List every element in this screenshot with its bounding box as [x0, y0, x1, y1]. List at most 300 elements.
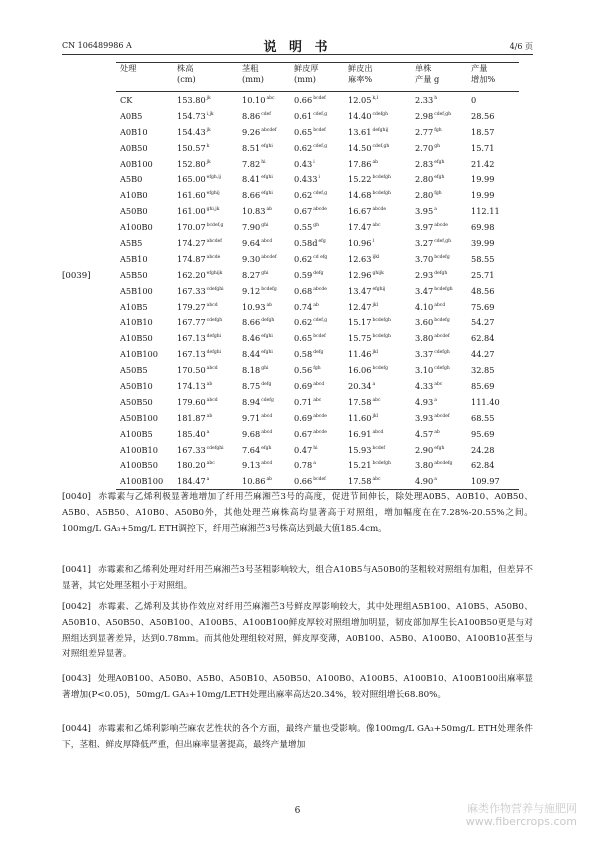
value-cell: [175, 410, 240, 426]
significance-letters: efgh: [434, 159, 445, 165]
significance-letters: ghi: [261, 366, 269, 372]
significance-letters: cdef: [261, 111, 271, 117]
value-cell: [346, 251, 413, 267]
cell-value: 75.69: [471, 301, 495, 312]
cell-value: 2.90: [415, 444, 434, 455]
significance-letters: cdef,gh: [434, 238, 452, 244]
value-cell: [469, 267, 519, 283]
value-cell: [240, 362, 292, 378]
cell-value: 8.66: [242, 317, 261, 328]
value-cell: [346, 203, 413, 219]
cell-value: 0.74: [294, 301, 313, 312]
value-cell: [469, 378, 519, 394]
value-cell: [469, 203, 519, 219]
value-cell: [469, 362, 519, 378]
value-cell: [240, 346, 292, 362]
cell-value: A5B0: [120, 174, 143, 185]
patent-number: CN 106489986 A: [62, 41, 132, 50]
value-cell: [346, 92, 413, 108]
cell-value: 0.66: [294, 476, 313, 487]
value-cell: [469, 330, 519, 346]
significance-letters: efghi: [261, 334, 273, 340]
value-cell: [175, 156, 240, 172]
table-row: [116, 92, 519, 108]
value-cell: [292, 394, 346, 410]
treatment-cell: [116, 156, 175, 172]
significance-letters: defg: [261, 381, 272, 387]
cell-value: 0.56: [294, 365, 313, 376]
table-row: [116, 410, 519, 426]
treatment-cell: [116, 314, 175, 330]
treatment-cell: [116, 235, 175, 251]
cell-value: A50B5: [120, 365, 148, 376]
value-cell: [175, 92, 240, 108]
value-cell: [346, 219, 413, 235]
value-cell: [175, 314, 240, 330]
value-cell: [413, 394, 469, 410]
significance-letters: ab: [434, 429, 440, 435]
value-cell: [240, 203, 292, 219]
value-cell: [346, 156, 413, 172]
significance-letters: bcdefgh: [372, 191, 391, 197]
significance-letters: efghi: [261, 191, 273, 197]
paragraph: [62, 672, 533, 704]
cell-value: 12.96: [348, 269, 372, 280]
significance-letters: i: [313, 159, 315, 165]
cell-value: 4.33: [415, 380, 434, 391]
cell-value: A0B100: [120, 158, 153, 169]
value-cell: [175, 394, 240, 410]
value-cell: [469, 410, 519, 426]
significance-letters: bcdef: [372, 445, 386, 451]
table-row: [116, 283, 519, 299]
cell-value: 0.65: [294, 333, 313, 344]
cell-value: 0.47: [294, 444, 313, 455]
value-cell: [346, 108, 413, 124]
treatment-cell: [116, 251, 175, 267]
significance-letters: bcdefgh: [372, 175, 391, 181]
cell-value: A50B0: [120, 206, 148, 217]
value-cell: [240, 330, 292, 346]
cell-value: 0.55: [294, 222, 313, 233]
value-cell: [240, 473, 292, 489]
value-cell: [346, 283, 413, 299]
significance-letters: abc: [372, 397, 381, 403]
cell-value: 9.12: [242, 285, 261, 296]
significance-letters: abc: [372, 477, 381, 483]
value-cell: [413, 378, 469, 394]
significance-letters: cdefgh: [434, 366, 450, 372]
significance-letters: bcdefgh: [372, 334, 391, 340]
value-cell: [240, 299, 292, 315]
cell-value: 17.58: [348, 476, 372, 487]
cell-value: 3.60: [415, 317, 434, 328]
value-cell: [469, 442, 519, 458]
significance-letters: fgh: [434, 127, 442, 133]
cell-value: 44.27: [471, 349, 495, 360]
significance-letters: efghij: [372, 286, 386, 292]
cell-value: 14.68: [348, 190, 372, 201]
treatment-cell: [116, 203, 175, 219]
value-cell: [175, 299, 240, 315]
value-cell: [469, 171, 519, 187]
treatment-cell: [116, 442, 175, 458]
document-title: 说 明 书: [263, 40, 332, 55]
value-cell: [469, 346, 519, 362]
cell-value: A0B50: [120, 142, 148, 153]
cell-value: 14.50: [348, 142, 372, 153]
significance-letters: cd efg: [313, 254, 328, 260]
cell-value: 8.75: [242, 380, 261, 391]
significance-letters: bcdef: [313, 127, 326, 133]
significance-letters: bcdefgh: [372, 461, 391, 467]
paragraph-text: 赤霉素和乙烯利处理对纤用苎麻湘苎3号茎粗影响较大，组合A10B5与A50B0的茎粗较对照组有加粗，但差异不显著，其它处理茎粗小于对照组。: [62, 565, 533, 591]
column-header: 处理: [120, 63, 137, 73]
value-cell: [413, 267, 469, 283]
value-cell: [240, 410, 292, 426]
cell-value: 165.00: [177, 174, 206, 185]
watermark-url: www.fibercrops.com: [465, 815, 577, 828]
cell-value: 3.37: [415, 349, 434, 360]
cell-value: 7.90: [242, 222, 261, 233]
cell-value: 0.59: [294, 269, 313, 280]
treatment-cell: [116, 267, 175, 283]
cell-value: 8.18: [242, 365, 261, 376]
value-cell: [240, 187, 292, 203]
significance-letters: ab: [206, 381, 213, 387]
significance-letters: abcde: [206, 254, 221, 260]
value-cell: [240, 394, 292, 410]
cell-value: 32.85: [471, 365, 495, 376]
value-cell: [292, 251, 346, 267]
value-cell: [292, 108, 346, 124]
cell-value: A0B10: [120, 126, 148, 137]
cell-value: 10.96: [348, 237, 372, 248]
cell-value: 3.80: [415, 460, 434, 471]
cell-value: 15.93: [348, 444, 372, 455]
value-cell: [346, 362, 413, 378]
significance-letters: a: [434, 397, 437, 403]
cell-value: 95.69: [471, 428, 495, 439]
significance-letters: ghi: [261, 270, 269, 276]
table-row: [116, 299, 519, 315]
value-cell: [175, 171, 240, 187]
value-cell: [469, 473, 519, 489]
significance-letters: gh: [434, 143, 441, 149]
cell-value: 8.41: [242, 174, 261, 185]
cell-value: 0.65: [294, 126, 313, 137]
significance-letters: abcd: [372, 429, 384, 435]
table-row: [116, 108, 519, 124]
significance-letters: l: [372, 238, 374, 244]
significance-letters: abcd: [313, 381, 325, 387]
table-row: [116, 124, 519, 140]
cell-value: 9.64: [242, 237, 261, 248]
paragraph-number: [0044]: [62, 724, 91, 734]
cell-value: 10.83: [242, 206, 266, 217]
significance-letters: abcdef: [434, 334, 450, 340]
value-cell: [413, 235, 469, 251]
treatment-cell: [116, 457, 175, 473]
significance-letters: ab: [313, 302, 319, 308]
significance-letters: efghi: [261, 350, 273, 356]
table-row: [116, 156, 519, 172]
table-row: [116, 171, 519, 187]
value-cell: [175, 124, 240, 140]
value-cell: [175, 442, 240, 458]
value-cell: [413, 124, 469, 140]
cell-value: A5B10: [120, 253, 148, 264]
cell-value: 0.61: [294, 110, 313, 121]
significance-letters: efgh: [261, 445, 272, 451]
value-cell: [413, 314, 469, 330]
cell-value: A50B50: [120, 396, 153, 407]
cell-value: 69.98: [471, 222, 495, 233]
value-cell: [240, 124, 292, 140]
cell-value: 170.50: [177, 365, 206, 376]
cell-value: 2.98: [415, 110, 434, 121]
significance-letters: abcd: [261, 429, 273, 435]
significance-letters: cdefgh: [206, 318, 223, 324]
significance-letters: cdef,g: [313, 111, 328, 117]
significance-letters: a: [206, 477, 210, 483]
significance-letters: ab: [266, 302, 273, 308]
cell-value: 112.11: [471, 206, 500, 217]
value-cell: [346, 442, 413, 458]
significance-letters: efgh,ij: [206, 175, 222, 181]
value-cell: [292, 140, 346, 156]
value-cell: [346, 457, 413, 473]
value-cell: [469, 235, 519, 251]
significance-letters: efghi: [261, 175, 273, 181]
cell-value: A10B100: [120, 349, 158, 360]
cell-value: 8.66: [242, 190, 261, 201]
value-cell: [292, 362, 346, 378]
value-cell: [175, 187, 240, 203]
significance-letters: bcdefg: [434, 318, 450, 324]
value-cell: [346, 330, 413, 346]
significance-letters: hi: [313, 445, 318, 451]
significance-letters: cdef,g: [313, 143, 328, 149]
significance-letters: defg: [313, 270, 324, 276]
cell-value: 2.83: [415, 158, 434, 169]
table-paragraph-tag: [0039]: [62, 271, 91, 281]
cell-value: 0.78: [294, 460, 313, 471]
value-cell: [469, 92, 519, 108]
cell-value: 167.13: [177, 349, 206, 360]
cell-value: 10.10: [242, 94, 266, 105]
value-cell: [469, 156, 519, 172]
cell-value: A5B50: [120, 269, 148, 280]
cell-value: 15.75: [348, 333, 372, 344]
treatment-cell: [116, 378, 175, 394]
value-cell: [346, 140, 413, 156]
value-cell: [413, 251, 469, 267]
value-cell: [469, 314, 519, 330]
cell-value: 12.05: [348, 94, 372, 105]
significance-letters: cdef,gh: [372, 143, 390, 149]
significance-letters: bcdef: [313, 334, 326, 340]
value-cell: [469, 299, 519, 315]
column-header: 产量 增加%: [471, 63, 496, 84]
significance-letters: efgh: [434, 445, 445, 451]
treatment-cell: [116, 108, 175, 124]
significance-letters: ab: [266, 207, 273, 213]
significance-letters: cdefgh: [434, 350, 450, 356]
cell-value: 184.47: [177, 476, 206, 487]
cell-value: 11.46: [348, 349, 372, 360]
table-header-row: [116, 63, 519, 92]
value-cell: [346, 235, 413, 251]
significance-letters: abcd: [206, 366, 218, 372]
significance-letters: defgh: [434, 270, 448, 276]
significance-letters: bcdefgh: [372, 318, 391, 324]
value-cell: [413, 442, 469, 458]
value-cell: [346, 426, 413, 442]
cell-value: 0.68: [294, 285, 313, 296]
cell-value: A100B100: [120, 476, 164, 487]
treatment-cell: [116, 299, 175, 315]
value-cell: [346, 473, 413, 489]
value-cell: [292, 442, 346, 458]
cell-value: 185.40: [177, 428, 206, 439]
cell-value: 109.97: [471, 476, 500, 487]
cell-value: A100B10: [120, 444, 158, 455]
cell-value: 4.90: [415, 476, 434, 487]
paragraph-text: 赤霉素与乙烯利极显著地增加了纤用苎麻湘苎3号的高度，促进节间伸长，除处理A0B5、A0B10、A0B50、A5B0、A5B50、A10B0、A50B0外，其他处理苎麻株高均显著高于对照组，增加幅度在在7.28%-20.55%之间。100mg/L GA₃+5mg/L ETH调控下，纤用苎麻湘苎3号株高达到最大值185.4cm。: [62, 492, 533, 534]
value-cell: [292, 299, 346, 315]
treatment-cell: [116, 346, 175, 362]
significance-letters: ab: [372, 159, 379, 165]
significance-letters: defghi: [206, 334, 222, 340]
table-body: [116, 92, 519, 490]
value-cell: [292, 92, 346, 108]
significance-letters: bcdef,g: [206, 223, 224, 229]
value-cell: [292, 457, 346, 473]
cell-value: 21.42: [471, 158, 495, 169]
significance-letters: cdefgh: [372, 111, 388, 117]
significance-letters: jk: [206, 127, 211, 133]
cell-value: A10B10: [120, 317, 153, 328]
cell-value: 2.70: [415, 142, 434, 153]
cell-value: 0.71: [294, 396, 313, 407]
significance-letters: k,l: [372, 95, 379, 101]
header-rule: [62, 54, 533, 55]
value-cell: [346, 346, 413, 362]
significance-letters: defghij: [372, 127, 389, 133]
cell-value: 0.69: [294, 380, 313, 391]
cell-value: 54.27: [471, 317, 495, 328]
cell-value: 13.61: [348, 126, 372, 137]
significance-letters: jkl: [372, 413, 379, 419]
cell-value: 39.99: [471, 237, 495, 248]
treatment-cell: [116, 124, 175, 140]
value-cell: [175, 362, 240, 378]
significance-letters: bcdef: [313, 95, 326, 101]
significance-letters: abc: [372, 223, 381, 229]
page-info: 4/6 页: [509, 42, 533, 51]
cell-value: 17.58: [348, 396, 372, 407]
cell-value: A10B5: [120, 301, 148, 312]
treatment-cell: [116, 171, 175, 187]
cell-value: 8.51: [242, 142, 261, 153]
value-cell: [292, 314, 346, 330]
cell-value: 16.67: [348, 206, 372, 217]
value-cell: [346, 314, 413, 330]
value-cell: [413, 346, 469, 362]
treatment-cell: [116, 140, 175, 156]
treatment-cell: [116, 92, 175, 108]
value-cell: [240, 235, 292, 251]
significance-letters: cdefg: [261, 397, 274, 403]
value-cell: [175, 108, 240, 124]
cell-value: 4.93: [415, 396, 434, 407]
cell-value: 153.80: [177, 94, 206, 105]
paragraph-number: [0041]: [62, 565, 91, 575]
treatment-cell: [116, 362, 175, 378]
value-cell: [413, 330, 469, 346]
significance-letters: k: [206, 143, 210, 149]
treatment-cell: [116, 473, 175, 489]
cell-value: 179.27: [177, 301, 206, 312]
cell-value: A50B100: [120, 412, 158, 423]
value-cell: [469, 124, 519, 140]
cell-value: 9.26: [242, 126, 261, 137]
cell-value: 2.33: [415, 94, 434, 105]
significance-letters: ijkl: [372, 254, 380, 260]
significance-letters: i: [318, 175, 320, 181]
cell-value: 62.84: [471, 460, 495, 471]
significance-letters: cdef,gh: [434, 111, 452, 117]
value-cell: [240, 140, 292, 156]
cell-value: 8.27: [242, 269, 261, 280]
cell-value: 16.91: [348, 428, 372, 439]
cell-value: 4.57: [415, 428, 434, 439]
cell-value: 8.94: [242, 396, 261, 407]
significance-letters: efgh: [434, 175, 445, 181]
cell-value: 0.62: [294, 190, 313, 201]
cell-value: 15.17: [348, 317, 372, 328]
significance-letters: ghi,jk: [206, 207, 220, 213]
significance-letters: abcdef: [261, 254, 277, 260]
table-row: [116, 473, 519, 489]
table-row: [116, 330, 519, 346]
cell-value: 154.43: [177, 126, 206, 137]
value-cell: [175, 330, 240, 346]
cell-value: 3.93: [415, 412, 434, 423]
cell-value: 62.84: [471, 333, 495, 344]
table-row: [116, 219, 519, 235]
significance-letters: a: [206, 429, 210, 435]
cell-value: 11.60: [348, 412, 372, 423]
significance-letters: abcd: [434, 302, 446, 308]
cell-value: 8.46: [242, 333, 261, 344]
significance-letters: abcdef: [206, 238, 222, 244]
cell-value: 3.10: [415, 365, 434, 376]
cell-value: 3.97: [415, 222, 434, 233]
significance-letters: i,jk: [206, 111, 214, 117]
cell-value: 9.30: [242, 253, 261, 264]
value-cell: [346, 394, 413, 410]
cell-value: 9.13: [242, 460, 261, 471]
table-row: [116, 378, 519, 394]
value-cell: [175, 346, 240, 362]
cell-value: 2.80: [415, 190, 434, 201]
cell-value: 2.93: [415, 269, 434, 280]
cell-value: 19.99: [471, 190, 495, 201]
cell-value: 68.55: [471, 412, 495, 423]
significance-letters: efghi: [261, 143, 273, 149]
